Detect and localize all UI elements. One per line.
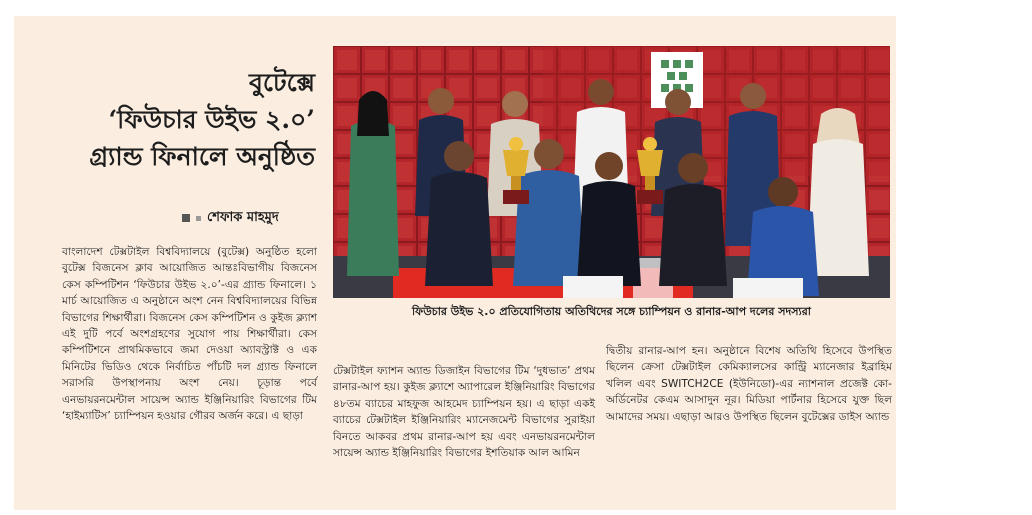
laptop xyxy=(563,276,623,298)
column-2-text: টেক্সটাইল ফ্যাশন অ্যান্ড ডিজাইন বিভাগের টিম ‘দুধভাত’ প্রথম রানার-আপ হয়। কুইজ ক্ল্যাশে অ্যাপারেল ইঞ্জিনিয়ারিং বিভাগের ৪৮তম ব্যাচের মাহফুজ আহমেদ চ্যাম্পিয়ন হয়। এ ছাড়া একই ব্যাচের টেক্সটাইল ইঞ্জিনিয়ারিং ম্যানেজমেন্ট বিভাগের সুরাইয়া বিনতে আকবর প্রথম রানার-আপ হয় এবং এনভায়রনমেন্টাল সায়েন্স অ্যান্ড ইঞ্জিনিয়ারিং বিভাগের ইশতিয়াক আল আমিন xyxy=(333,365,595,460)
article-column-2 xyxy=(333,363,595,461)
column-1-text: বাংলাদেশ টেক্সটাইল বিশ্ববিদ্যালয়ে (বুটেক্স) অনুষ্ঠিত হলো বুটেক্স বিজনেস ক্লাব আয়োজিত আন্তঃবিভাগীয় বিজনেস কেস কম্পিটিশন ‘ফিউচার উইভ ২.০’-এর গ্র্যান্ড ফিনালে। ১ মার্চ আয়োজিত এ অনুষ্ঠানে অংশ নেন বিশ্ববিদ্যালয়ের বিভিন্ন বিভাগের শিক্ষার্থীরা। বিজনেস কেস কম্পিটিশন ও কুইজ ক্ল্যাশ এই দুটি পর্বে অংশগ্রহণের সুযোগ পায় শিক্ষার্থীরা। কেস কম্পিটিশনে প্রাথমিকভাবে জমা দেওয়া অ্যাবস্ট্রাক্ট ও এক মিনিটের ভিডিও থেকে নির্বাচিত পাঁচটি দল গ্র্যান্ড ফিনালে সরাসরি উপস্থাপনায় অংশ নেয়। চূড়ান্ত পর্বে এনভায়রনমেন্টাল সায়েন্স অ্যান্ড ইঞ্জিনিয়ারিং বিভাগের টিম ‘হাইম্যাটিস’ চ্যাম্পিয়ন হওয়ার গৌরব অর্জন করে। এ ছাড়া xyxy=(62,246,317,423)
photo-caption: ফিউচার উইভ ২.০ প্রতিযোগিতায় অতিথিদের সঙ্গে চ্যাম্পিয়ন ও রানার-আপ দলের সদস্যরা xyxy=(412,305,811,318)
headline xyxy=(40,64,315,175)
laptop xyxy=(733,278,803,298)
byline-marker-small-icon xyxy=(196,216,201,221)
byline xyxy=(182,207,332,229)
article-column-3 xyxy=(606,343,892,425)
article-column-1 xyxy=(62,244,317,424)
event-photo-illustration xyxy=(333,46,890,298)
byline-author: শেফাক মাহমুদ xyxy=(207,209,279,225)
byline-marker-icon xyxy=(182,214,190,222)
headline-line-3: গ্র্যান্ড ফিনালে অনুষ্ঠিত xyxy=(89,142,315,171)
event-photo xyxy=(333,46,1032,298)
column-3-text: দ্বিতীয় রানার-আপ হন। অনুষ্ঠানে বিশেষ অতিথি হিসেবে উপস্থিত ছিলেন ক্রেসা টেক্সটাইল কেমিক্যালসের কান্ট্রি ম্যানেজার ইব্রাহিম খলিল এবং SWITCH2CE (ইউনিডো)-এর ন্যাশনাল প্রজেক্ট কো-অর্ডিনেটর কেএম আসাদুন নূর। মিডিয়া পার্টনার হিসেবে যুক্ত ছিল আমাদের সময়। এছাড়া আরও উপস্থিত ছিলেন বুটেক্সের ডাইস অ্যান্ড xyxy=(606,345,892,423)
headline-line-1: বুটেক্সে xyxy=(249,68,315,97)
powered-by-label: POWERD BY xyxy=(999,93,1032,107)
headline-line-2: ‘ফিউচার উইভ ২.০’ xyxy=(108,105,315,134)
